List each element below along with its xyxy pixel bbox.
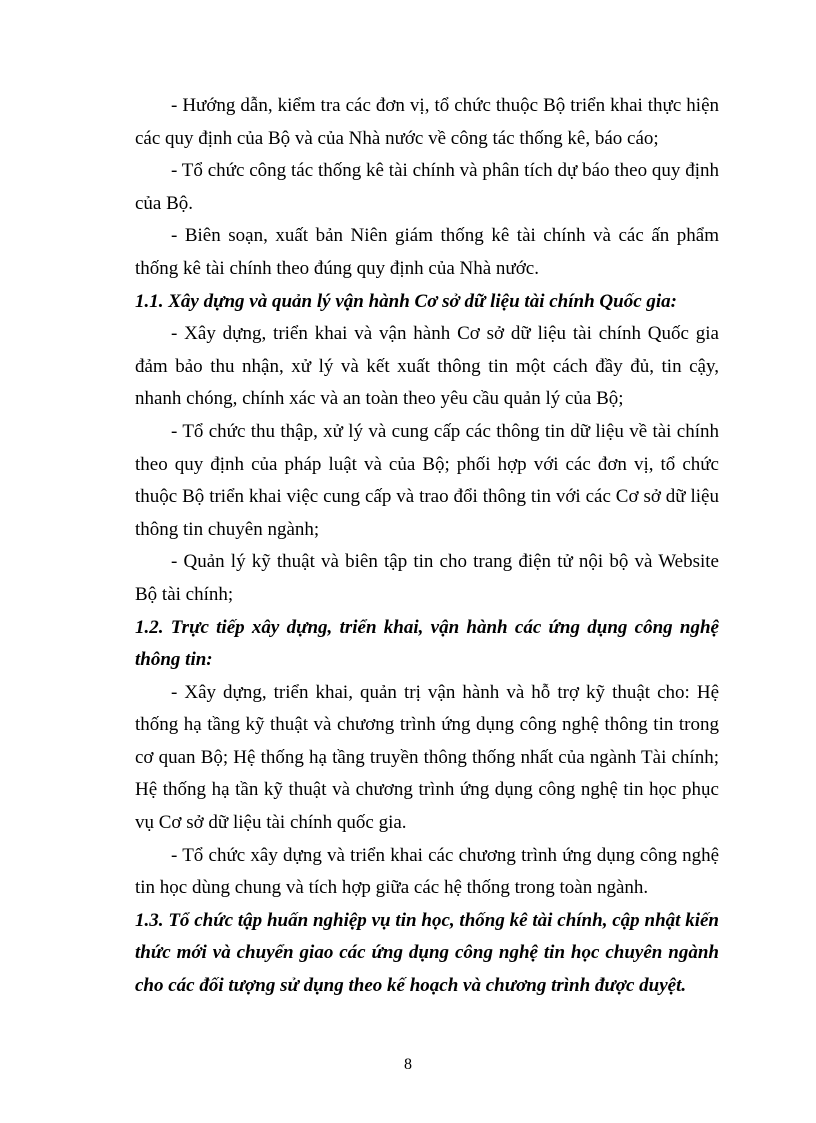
paragraph-statistics-work: - Tổ chức công tác thống kê tài chính và phân tích dự báo theo quy định của Bộ. — [135, 160, 719, 214]
paragraph-infrastructure: - Xây dựng, triển khai, quản trị vận hành và hỗ trợ kỹ thuật cho: Hệ thống hạ tầng kỹ thuật và chương trình ứng dụng công nghệ thông tin trong cơ quan Bộ; Hệ thống hạ tầng truyền thông thống nhất của ngành Tài chính; Hệ thống hạ tần kỹ thuật và chương trình ứng dụng công nghệ tin học phục vụ Cơ sở dữ liệu tài chính quốc gia. — [135, 681, 719, 834]
heading-1-2: 1.2. Trực tiếp xây dựng, triển khai, vận hành các ứng dụng công nghệ thông tin: — [135, 616, 719, 671]
paragraph-website: - Quản lý kỹ thuật và biên tập tin cho trang điện tử nội bộ và Website Bộ tài chính; — [135, 551, 719, 605]
document-page — [135, 90, 719, 1003]
heading-1-3: 1.3. Tổ chức tập huấn nghiệp vụ tin học, thống kê tài chính, cập nhật kiến thức mới và chuyển giao các ứng dụng công nghệ tin học chuyên ngành cho các đối tượng sử dụng theo kế hoạch và chương trình được duyệt. — [135, 909, 719, 997]
paragraph-guidance-statistics: - Hướng dẫn, kiểm tra các đơn vị, tổ chức thuộc Bộ triển khai thực hiện các quy định của Bộ và của Nhà nước về công tác thống kê, báo cáo; — [135, 95, 719, 149]
paragraph-database-build: - Xây dựng, triển khai và vận hành Cơ sở dữ liệu tài chính Quốc gia đảm bảo thu nhận, xử lý và kết xuất thông tin một cách đầy đủ, tin cậy, nhanh chóng, chính xác và an toàn theo yêu cầu quản lý của Bộ; — [135, 323, 719, 410]
page-number: 8 — [404, 1056, 412, 1073]
paragraph-data-collection: - Tổ chức thu thập, xử lý và cung cấp các thông tin dữ liệu về tài chính theo quy định của pháp luật và của Bộ; phối hợp với các đơn vị, tổ chức thuộc Bộ triển khai việc cung cấp và trao đổi thông tin với các Cơ sở dữ liệu thông tin chuyên ngành; — [135, 420, 719, 540]
heading-1-1: 1.1. Xây dựng và quản lý vận hành Cơ sở dữ liệu tài chính Quốc gia: — [135, 290, 677, 312]
paragraph-yearbook: - Biên soạn, xuất bản Niên giám thống kê tài chính và các ấn phẩm thống kê tài chính theo đúng quy định của Nhà nước. — [135, 225, 719, 279]
paragraph-shared-apps: - Tổ chức xây dựng và triển khai các chương trình ứng dụng công nghệ tin học dùng chung và tích hợp giữa các hệ thống trong toàn ngành. — [135, 844, 719, 899]
